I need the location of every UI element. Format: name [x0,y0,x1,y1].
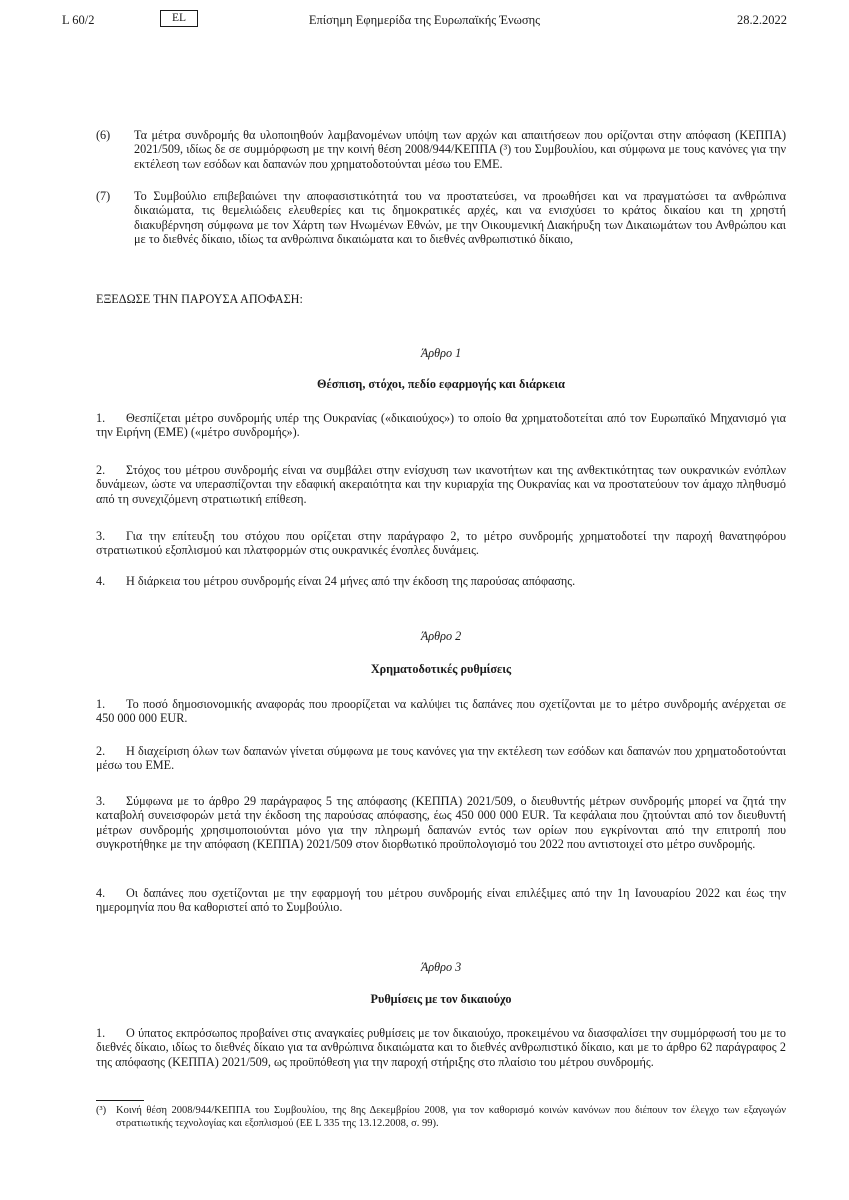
paragraph-number: 1. [96,697,106,711]
article-3-label: Άρθρο 3 [420,960,462,974]
article-2-title: Χρηματοδοτικές ρυθμίσεις [370,662,512,676]
article-3-paragraph-1 [96,1026,786,1069]
recital-6 [96,128,786,171]
article-2-paragraph-1 [96,697,786,726]
article-1-paragraph-2 [96,463,786,506]
paragraph-number: 3. [96,529,106,543]
article-3-title: Ρυθμίσεις με τον δικαιούχο [370,992,512,1006]
enacting-formula: ΕΞΕΔΩΣΕ ΤΗΝ ΠΑΡΟΥΣΑ ΑΠΟΦΑΣΗ: [96,292,303,306]
page-header [62,10,787,30]
language-badge: EL [160,10,198,27]
paragraph-number: 1. [96,1026,106,1040]
paragraph-number: 4. [96,886,106,900]
paragraph-text: Το ποσό δημοσιονομικής αναφοράς που προορίζεται να καλύψει τις δαπάνες που σχετίζονται με το μέτρο συνδρομής ανέρχεται σε 450 000 000 EUR. [96,697,786,726]
footnote-marker: (³) [96,1105,107,1116]
journal-title: Επίσημη Εφημερίδα της Ευρωπαϊκής Ένωσης [308,13,541,27]
paragraph-text: Σύμφωνα με το άρθρο 29 παράγραφος 5 της απόφασης (ΚΕΠΠΑ) 2021/509, ο διευθυντής μέτρων συνδρομής μπορεί να ζητά την καταβολή συνεισφορών μετά την έκδοση της παρούσας απόφασης, έως 450 000 000 EUR. Τα κεφάλαια που ζητούνται από τον διευθυντή μέτρων συνδρομής χρησιμοποιούνται μόνο για την πληρωμή δαπανών εντός των ορίων που εγκρίνονται από την επιτροπή που συγκροτήθηκε με την απόφαση (ΚΕΠΠΑ) 2021/509 στον διορθωτικό προϋπολογισμό του 2022 που αντιστοιχεί στο μέτρο συνδρομής. [96,794,786,852]
paragraph-number: 2. [96,744,106,758]
footnote [96,1105,786,1130]
page-reference: L 60/2 [62,13,95,27]
article-1-title: Θέσπιση, στόχοι, πεδίο εφαρμογής και διάρκεια [317,377,565,391]
paragraph-text: Για την επίτευξη του στόχου που ορίζεται στην παράγραφο 2, το μέτρο συνδρομής χρηματοδοτεί την παροχή θανατηφόρου στρατιωτικού εξοπλισμού και πλατφορμών στις ουκρανικές ένοπλες δυνάμεις. [96,529,786,558]
paragraph-number: 3. [96,794,106,808]
paragraph-text: Η διάρκεια του μέτρου συνδρομής είναι 24 μήνες από την έκδοση της παρούσας απόφασης. [126,574,576,588]
recital-text: Τα μέτρα συνδρομής θα υλοποιηθούν λαμβανομένων υπόψη των αρχών και απαιτήσεων που ορίζονται στην απόφαση (ΚΕΠΠΑ) 2021/509, ιδίως δε σε συμμόρφωση με την κοινή θέση 2008/944/ΚΕΠΠΑ (³) του Συμβουλίου, και σύμφωνα με τους κανόνες για την εκτέλεση των εσόδων και δαπανών που χρηματοδοτούνται μέσω του ΕΜΕ. [134,128,786,171]
article-1-label: Άρθρο 1 [420,346,462,360]
paragraph-text: Η διαχείριση όλων των δαπανών γίνεται σύμφωνα με τους κανόνες για την εκτέλεση των εσόδων και δαπανών που χρηματοδοτούνται μέσω του ΕΜΕ. [96,744,786,773]
publication-date: 28.2.2022 [737,13,787,27]
article-2-paragraph-2 [96,744,786,773]
article-2-paragraph-3 [96,794,786,852]
article-2-label: Άρθρο 2 [420,629,462,643]
recital-text: Το Συμβούλιο επιβεβαιώνει την αποφασιστικότητά του να προστατεύσει, να προωθήσει και να πραγματώσει τα ανθρώπινα δικαιώματα, τις θεμελιώδεις ελευθερίες και τις δημοκρατικές αρχές, και να ενισχύσει το κράτος δικαίου και τη χρηστή διακυβέρνηση σύμφωνα με τον Χάρτη των Ηνωμένων Εθνών, με την Οικουμενική Διακήρυξη των Δικαιωμάτων του Ανθρώπου και με το διεθνές δίκαιο, ιδίως τα ανθρώπινα δικαιώματα και το διεθνές ανθρωπιστικό δίκαιο, [134,189,786,247]
article-2-paragraph-4 [96,886,786,915]
paragraph-text: Οι δαπάνες που σχετίζονται με την εφαρμογή του μέτρου συνδρομής είναι επιλέξιμες από την 1η Ιανουαρίου 2022 και έως την ημερομηνία που θα καθοριστεί από το Συμβούλιο. [96,886,786,915]
paragraph-text: Ο ύπατος εκπρόσωπος προβαίνει στις αναγκαίες ρυθμίσεις με τον δικαιούχο, προκειμένου να διασφαλίσει την συμμόρφωσή του με το διεθνές δίκαιο, ιδίως το διεθνές δίκαιο για τα ανθρώπινα δικαιώματα και το διεθνές ανθρωπιστικό δίκαιο, και με το άρθρο 62 παράγραφος 2 της απόφασης (ΚΕΠΠΑ) 2021/509, ως προϋπόθεση για την παροχή στήριξης στο πλαίσιο του μέτρου συνδρομής. [96,1026,786,1069]
footnote-separator [96,1100,144,1101]
recital-number: (7) [96,189,111,203]
article-1-paragraph-1 [96,411,786,440]
paragraph-text: Θεσπίζεται μέτρο συνδρομής υπέρ της Ουκρανίας («δικαιούχος») το οποίο θα χρηματοδοτείται από τον Ευρωπαϊκό Μηχανισμό για την Ειρήνη (ΕΜΕ) («μέτρο συνδρομής»). [96,411,786,440]
footnote-text: Κοινή θέση 2008/944/ΚΕΠΠΑ του Συμβουλίου, της 8ης Δεκεμβρίου 2008, για τον καθορισμό κοινών κανόνων που διέπουν τον έλεγχο των εξαγωγών στρατιωτικής τεχνολογίας και εξοπλισμού (ΕΕ L 335 της 13.12.2008, σ. 99). [116,1105,786,1129]
paragraph-number: 4. [96,574,106,588]
recital-number: (6) [96,128,111,142]
paragraph-number: 1. [96,411,106,425]
recital-7 [96,189,786,247]
article-1-paragraph-3 [96,529,786,558]
article-1-paragraph-4 [96,574,786,588]
paragraph-number: 2. [96,463,106,477]
paragraph-text: Στόχος του μέτρου συνδρομής είναι να συμβάλει στην ενίσχυση των ικανοτήτων και της ανθεκτικότητας των ουκρανικών ενόπλων δυνάμεων, ώστε να υπερασπίζονται την εδαφική ακεραιότητα και την κυριαρχία της Ουκρανίας και να προστατεύουν τον άμαχο πληθυσμό από τη συνεχιζόμενη στρατιωτική επίθεση. [96,463,786,506]
